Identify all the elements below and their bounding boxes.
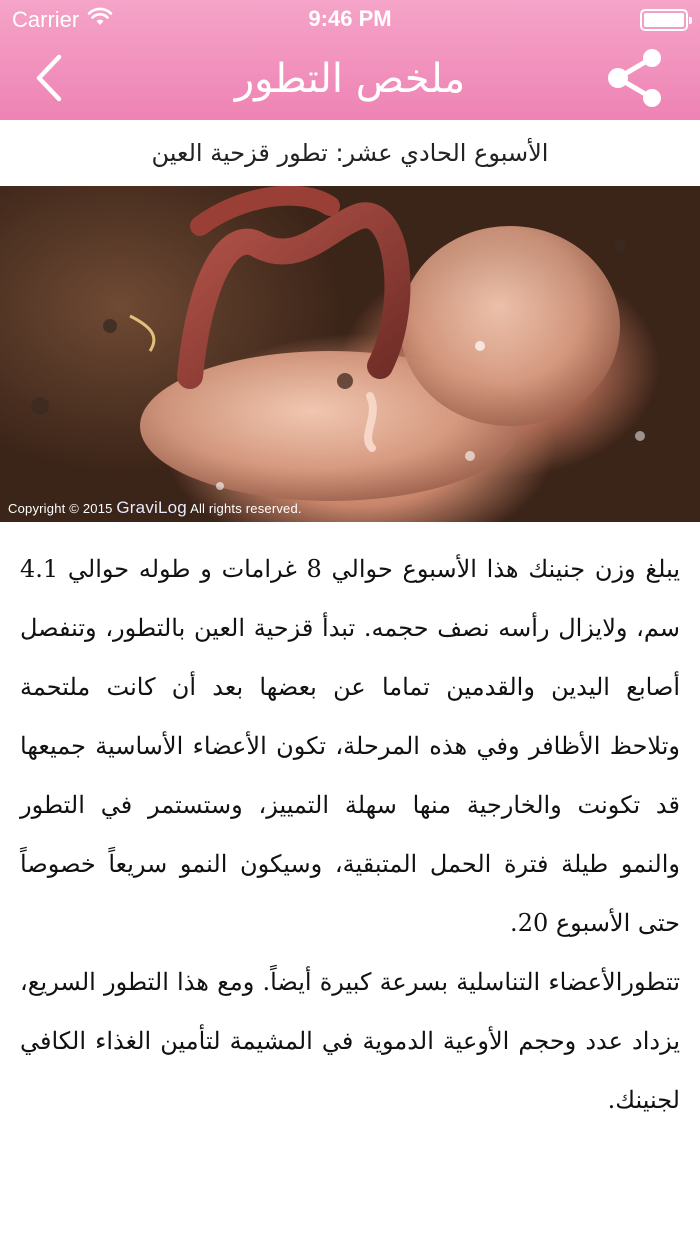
article-body — [20, 540, 680, 1130]
week-subtitle: الأسبوع الحادي عشر: تطور قزحية العين — [151, 139, 549, 167]
brand-logo-text: GraviLog — [116, 498, 187, 517]
header — [0, 0, 700, 120]
chevron-left-icon — [31, 53, 65, 107]
copyright-caption — [8, 498, 302, 518]
page-title: ملخص التطور — [234, 56, 466, 102]
back-button[interactable] — [18, 48, 78, 112]
share-icon — [604, 48, 666, 112]
article-paragraph-1: يبلغ وزن جنينك هذا الأسبوع حوالي 8 غرامات و طوله حوالي 4.1 سم، ولايزال رأسه نصف حجمه. تبدأ قزحية العين بالتطور، وتنفصل أصابع اليدين والقدمين تماما عن بعضها بعد أن كانت ملتحمة وتلاحظ الأظافر وفي هذه المرحلة، تكون الأعضاء الأساسية جميعها قد تكونت والخارجية منها سهلة التمييز، وستستمر في التطور والنمو طيلة فترة الحمل المتبقية، وسيكون النمو سريعاً خصوصاً حتى الأسبوع 20. — [20, 555, 681, 937]
fetus-graphic — [0, 186, 700, 522]
copyright-prefix: Copyright © 2015 — [8, 501, 113, 516]
nav-bar — [0, 40, 700, 120]
battery-icon — [640, 9, 688, 31]
status-time: 9:46 PM — [308, 6, 392, 31]
article-paragraph-2: تتطورالأعضاء التناسلية بسرعة كبيرة أيضاً. ومع هذا التطور السريع، يزداد عدد وحجم الأوعية الدموية في المشيمة لتأمين الغذاء الكافي لجنينك. — [20, 968, 680, 1114]
fetus-illustration — [0, 186, 700, 522]
copyright-suffix: All rights reserved. — [190, 501, 302, 516]
carrier-label: Carrier — [12, 7, 80, 32]
status-bar — [0, 0, 700, 40]
share-button[interactable] — [600, 46, 670, 114]
